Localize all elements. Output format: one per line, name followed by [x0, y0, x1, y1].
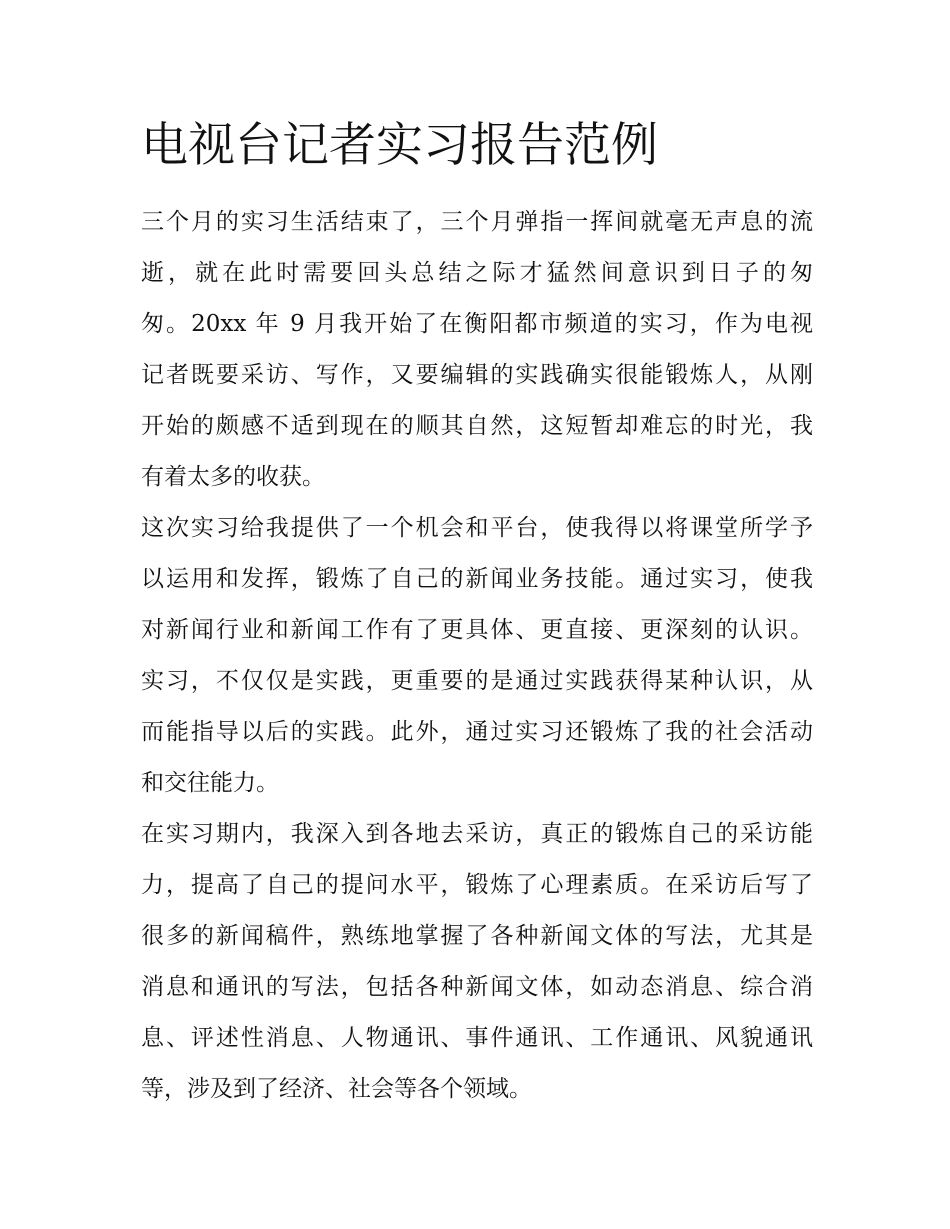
- paragraph-2: [141, 503, 813, 809]
- paragraph-line: 这次实习给我提供了一个机会和平台，使我得以将课堂所学予: [141, 515, 813, 541]
- paragraph-line: 和交往能力。: [141, 770, 279, 796]
- document-body: [141, 197, 813, 1115]
- paragraph-line: 逝，就在此时需要回头总结之际才猛然间意识到日子的匆: [141, 260, 813, 286]
- paragraph-line: 实习，不仅仅是实践，更重要的是通过实践获得某种认识，从: [141, 668, 813, 694]
- paragraph-line: 对新闻行业和新闻工作有了更具体、更直接、更深刻的认识。: [141, 617, 813, 643]
- paragraph-line: 三个月的实习生活结束了，三个月弹指一挥间就毫无声息的流: [141, 209, 813, 235]
- paragraph-line: 力，提高了自己的提问水平，锻炼了心理素质。在采访后写了: [141, 872, 813, 898]
- paragraph-line: 有着太多的收获。: [141, 464, 325, 490]
- paragraph-3: [141, 809, 813, 1115]
- paragraph-line: 消息和通讯的写法，包括各种新闻文体，如动态消息、综合消: [141, 974, 813, 1000]
- paragraph-line: 等，涉及到了经济、社会等各个领域。: [141, 1076, 532, 1102]
- paragraph-line: 而能指导以后的实践。此外，通过实习还锻炼了我的社会活动: [141, 719, 813, 745]
- paragraph-line: 匆。20xx 年 9 月我开始了在衡阳都市频道的实习，作为电视: [141, 311, 813, 337]
- paragraph-line: 记者既要采访、写作，又要编辑的实践确实很能锻炼人，从刚: [141, 362, 813, 388]
- paragraph-line: 很多的新闻稿件，熟练地掌握了各种新闻文体的写法，尤其是: [141, 923, 813, 949]
- paragraph-1: [141, 197, 813, 503]
- paragraph-line: 息、评述性消息、人物通讯、事件通讯、工作通讯、风貌通讯: [141, 1025, 813, 1051]
- paragraph-line: 在实习期内，我深入到各地去采访，真正的锻炼自己的采访能: [141, 821, 813, 847]
- document-title: 电视台记者实习报告范例: [141, 118, 658, 173]
- paragraph-line: 开始的颇感不适到现在的顺其自然，这短暂却难忘的时光，我: [141, 413, 813, 439]
- paragraph-line: 以运用和发挥，锻炼了自己的新闻业务技能。通过实习，使我: [141, 566, 813, 592]
